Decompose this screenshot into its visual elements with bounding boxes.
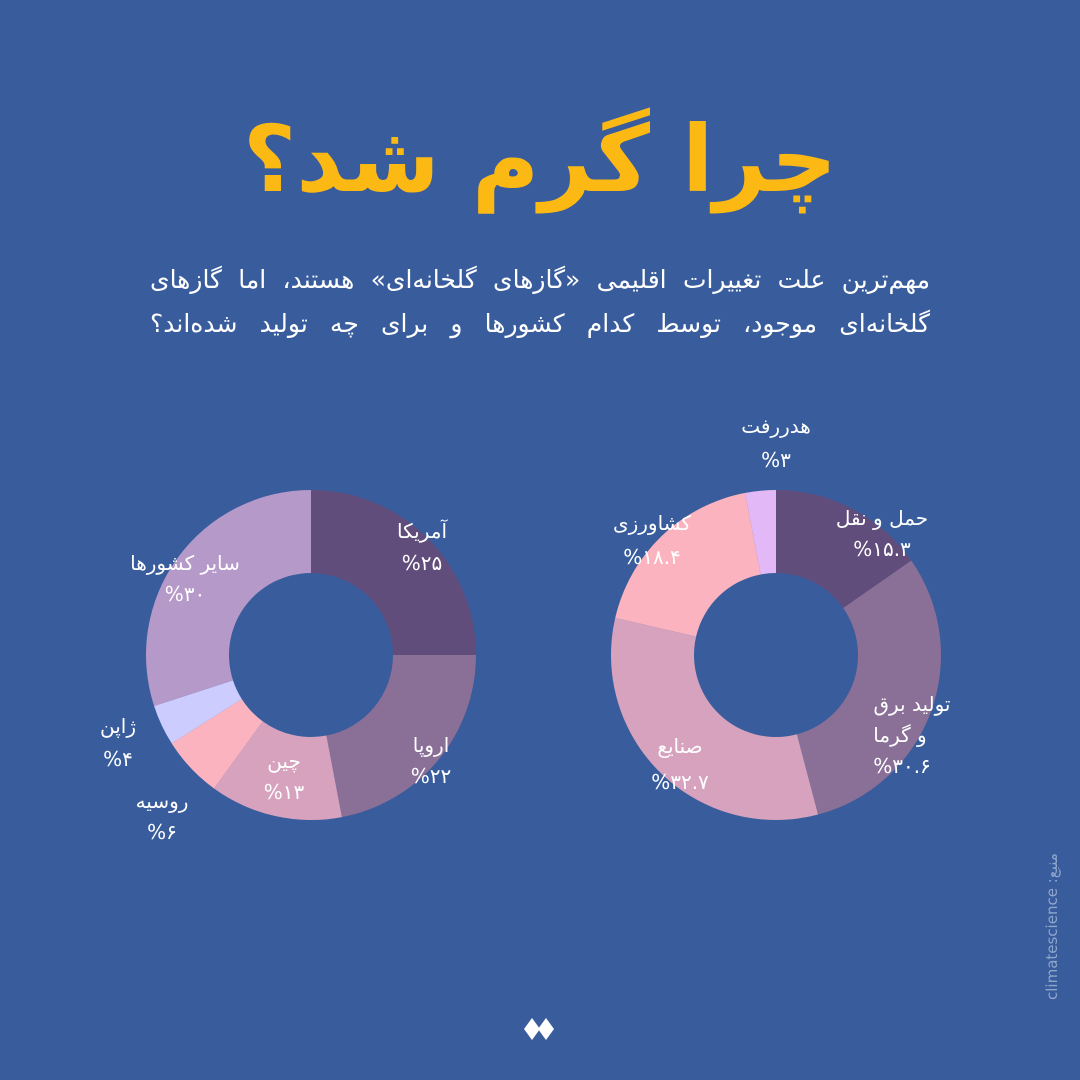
slice-label: صنایع xyxy=(657,734,703,758)
slice-value-label: %۴ xyxy=(103,747,133,771)
slice-label: اروپا xyxy=(412,733,450,757)
donut-slice xyxy=(611,618,818,820)
slice-value-label: %۱۳ xyxy=(263,780,305,804)
slice-value-label: %۱۸.۴ xyxy=(623,545,681,569)
double-diamond-logo-icon xyxy=(522,1016,558,1042)
slice-value-label: %۲۵ xyxy=(401,551,443,575)
slice-label: کشاورزی xyxy=(612,511,692,535)
slice-value-label: %۳۰ xyxy=(164,582,206,606)
source-credit: منبع: climatescience xyxy=(1043,853,1061,1000)
slice-label: آمریکا xyxy=(396,519,448,543)
slice-value-label: %۳۲.۷ xyxy=(651,770,709,794)
slice-label: روسیه xyxy=(135,789,189,813)
slice-label: حمل و نقل xyxy=(835,506,929,530)
slice-value-label: %۱۵.۳ xyxy=(853,537,911,561)
page-title: چرا گرم شد؟ xyxy=(242,106,838,213)
slice-label: تولید برق xyxy=(873,692,951,716)
slice-value-label: %۳ xyxy=(761,448,791,472)
slice-value-label: %۲۲ xyxy=(410,764,452,788)
intro-line-1: مهم‌ترین علت تغییرات اقلیمی «گازهای گلخانه‌ای» هستند، اما گازهای xyxy=(150,265,930,294)
slice-label: و گرما xyxy=(873,723,927,747)
slice-label: سایر کشورها xyxy=(130,551,240,575)
slice-label: ژاپن xyxy=(99,714,137,738)
slice-label: چین xyxy=(267,749,301,773)
slice-value-label: %۳۰.۶ xyxy=(873,754,931,778)
slice-label: هدررفت xyxy=(741,414,811,438)
intro-line-2: گلخانه‌ای موجود، توسط کدام کشورها و برای چه تولید شده‌اند؟ xyxy=(150,309,930,338)
slice-value-label: %۶ xyxy=(147,820,177,844)
